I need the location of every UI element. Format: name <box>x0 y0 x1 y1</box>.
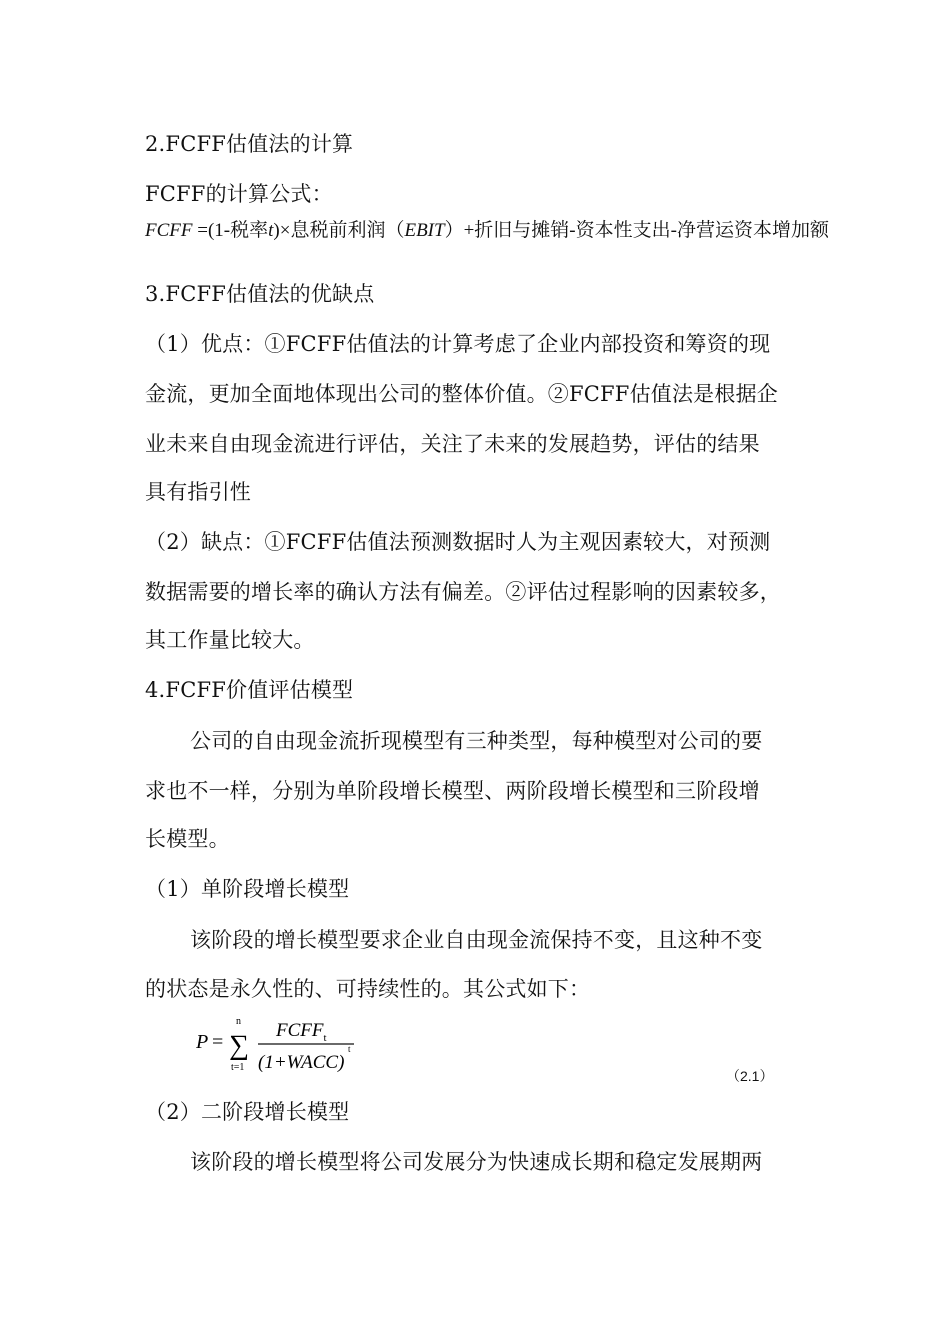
fcff-formula <box>145 215 829 242</box>
text-line-p2: 求也不一样，分别为单阶段增长模型、两阶段增长模型和三阶段增 <box>145 779 760 803</box>
text-line-h4: 4.FCFF价值评估模型 <box>145 678 354 702</box>
text-line-p3: 长模型。 <box>145 827 230 851</box>
formula-t: t <box>268 220 274 241</box>
text-line-m2p1: 该阶段的增长模型将公司发展分为快速成长期和稳定发展期两 <box>190 1150 763 1174</box>
text-line-adv3: 业未来自由现金流进行评估，关注了未来的发展趋势，评估的结果 <box>145 432 760 456</box>
formula-part-2: )×息税前利润（ <box>273 220 405 241</box>
single-stage-equation <box>196 1014 376 1084</box>
equation-denominator: (1+WACC) <box>258 1052 345 1073</box>
equation-number: （2.1） <box>726 1068 774 1084</box>
text-line-adv2: 金流，更加全面地体现出公司的整体价值。②FCFF估值法是根据企 <box>145 382 778 406</box>
formula-equals: = <box>197 220 208 241</box>
equation-numerator-sub: t <box>323 1032 327 1044</box>
text-line-dis2: 数据需要的增长率的确认方法有偏差。②评估过程影响的因素较多， <box>145 580 781 604</box>
text-line-dis3: 其工作量比较大。 <box>145 628 315 652</box>
text-line-m1p2: 的状态是永久性的、可持续性的。其公式如下： <box>145 977 591 1001</box>
text-line-h2: 2.FCFF估值法的计算 <box>145 132 354 156</box>
text-line-m1p1: 该阶段的增长模型要求企业自由现金流保持不变，且这种不变 <box>190 928 763 952</box>
text-line-h3: 3.FCFF估值法的优缺点 <box>145 282 375 306</box>
formula-part-3: ）+折旧与摊销-资本性支出-净营运资本增加额 <box>444 220 829 241</box>
formula-part-1: (1- <box>207 220 231 241</box>
text-line-adv4: 具有指引性 <box>145 480 251 504</box>
text-line-formula_label: FCFF的计算公式： <box>145 182 333 206</box>
equation-sigma: ∑ <box>229 1030 249 1061</box>
equation-upper-limit: n <box>236 1016 241 1027</box>
formula-tax-rate: 税率 <box>230 220 269 241</box>
equation-p: P <box>196 1031 209 1053</box>
equation-equals: = <box>212 1031 224 1053</box>
formula-ebit: EBIT <box>404 220 445 241</box>
text-line-p1: 公司的自由现金流折现模型有三种类型，每种模型对公司的要 <box>190 729 763 753</box>
text-line-dis1: （2）缺点：①FCFF估值法预测数据时人为主观因素较大，对预测 <box>145 530 771 554</box>
equation-numerator-main: FCFF <box>276 1020 324 1041</box>
text-line-m1: （1）单阶段增长模型 <box>145 877 350 901</box>
equation-lower-limit: t=1 <box>231 1062 245 1073</box>
text-line-m2: （2）二阶段增长模型 <box>145 1100 350 1124</box>
formula-fcff-lhs: FCFF <box>145 220 193 241</box>
equation-numerator <box>275 1020 327 1044</box>
equation-denominator-sup: t <box>348 1044 351 1054</box>
text-line-adv1: （1）优点：①FCFF估值法的计算考虑了企业内部投资和筹资的现 <box>145 332 771 356</box>
